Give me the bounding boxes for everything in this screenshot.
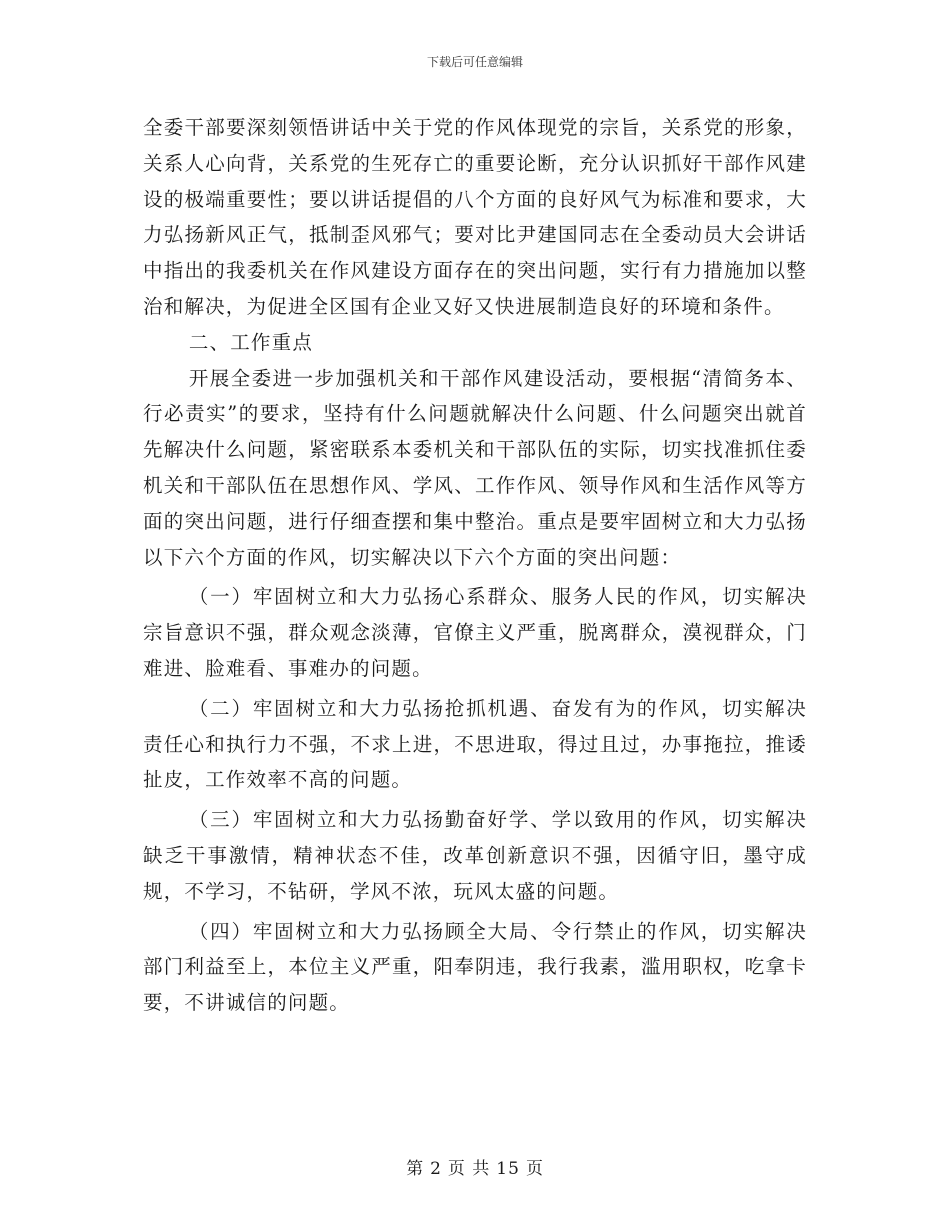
list-item: （四）牢固树立和大力弘扬顾全大局、令行禁止的作风，切实解决部门利益至上，本位主义严重，阳奉阴违，我行我素，滥用职权，吃拿卡要，不讲诚信的问题。 — [143, 919, 807, 1015]
current-page-number: 2 — [430, 1159, 442, 1179]
document-body — [143, 110, 807, 1021]
body-paragraph: 开展全委进一步加强机关和干部作风建设活动，要根据“清简务本、行必责实”的要求，坚持有什么问题就解决什么问题、什么问题突出就首先解决什么问题，紧密联系本委机关和干部队伍的实际，切实找准抓住委机关和干部队伍在思想作风、学风、工作作风、领导作风和生活作风等方面的突出问题，进行仔细查摆和集中整治。重点是要牢固树立和大力弘扬以下六个方面的作风，切实解决以下六个方面的突出问题： — [143, 366, 807, 569]
section-heading: 二、工作重点 — [188, 330, 314, 354]
header-note: 下载后可任意编辑 — [426, 55, 523, 69]
page-label-suffix: 页 — [525, 1159, 544, 1179]
page-label-prefix: 第 — [406, 1159, 425, 1179]
page-label-mid: 页 共 — [447, 1159, 491, 1179]
list-item: （一）牢固树立和大力弘扬心系群众、服务人民的作风，切实解决宗旨意识不强，群众观念淡薄，官僚主义严重，脱离群众，漠视群众，门难进、脸难看、事难办的问题。 — [143, 585, 807, 680]
list-item: （二）牢固树立和大力弘扬抢抓机遇、奋发有为的作风，切实解决责任心和执行力不强，不求上进，不思进取，得过且过，办事拖拉，推诿扯皮，工作效率不高的问题。 — [143, 696, 807, 792]
page-footer — [0, 1158, 950, 1180]
body-paragraph: 全委干部要深刻领悟讲话中关于党的作风体现党的宗旨，关系党的形象，关系人心向背，关系党的生死存亡的重要论断，充分认识抓好干部作风建设的极端重要性；要以讲话提倡的八个方面的良好风气为标准和要求，大力弘扬新风正气，抵制歪风邪气；要对比尹建国同志在全委动员大会讲话中指出的我委机关在作风建设方面存在的突出问题，实行有力措施加以整治和解决，为促进全区国有企业又好又快进展制造良好的环境和条件。 — [143, 116, 807, 318]
total-pages-number: 15 — [496, 1159, 520, 1179]
list-item: （三）牢固树立和大力弘扬勤奋好学、学以致用的作风，切实解决缺乏干事激情，精神状态不佳，改革创新意识不强，因循守旧，墨守成规，不学习，不钻研，学风不浓，玩风太盛的问题。 — [143, 808, 807, 903]
